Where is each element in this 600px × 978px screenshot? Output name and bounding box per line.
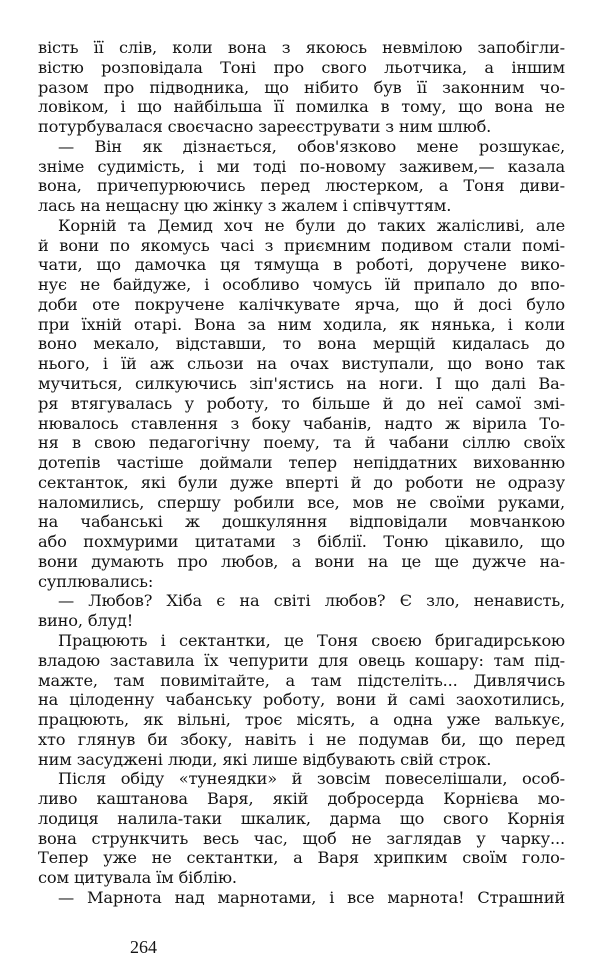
text-line: сом цитувала їм біблію.	[38, 868, 237, 888]
text-line: ним засуджені люди, які лише відбувають свій строк.	[38, 749, 492, 769]
text-line: владою заставила їх чепурити для овець кошару: там під-	[38, 650, 565, 670]
text-line: воно мекало, відставши, то вона мерщій кидалась до	[38, 334, 565, 354]
text-line: хто глянув би збоку, навіть і не подумав би, що перед	[38, 729, 565, 749]
text-line: лодиця налила-таки шкалик, дарма що свого Корнія	[38, 808, 565, 828]
text-line: або похмурими цитатами з біблії. Тоню цікавило, що	[38, 532, 565, 552]
text-line: сектанток, які були дуже вперті й до роботи не одразу	[38, 472, 565, 492]
text-line: — Марнота над марнотами, і все марнота! Страшний	[58, 887, 565, 907]
text-line: на чабанські ж дошкуляння відповідали мовчанкою	[38, 512, 565, 532]
paragraph	[38, 591, 565, 631]
text-line: ливо каштанова Варя, якій добросерда Корнієва мо-	[38, 789, 565, 809]
text-line: й вони по якомусь часі з приємним подивом стали помі-	[38, 235, 565, 255]
text-line: ря втягувалась у роботу, то більше й до неї самої змі-	[38, 393, 565, 413]
text-line: наломились, спершу робили все, мов не своїми руками,	[38, 492, 565, 512]
text-line: Корній та Демид хоч не були до таких жалісливі, але	[58, 215, 565, 235]
text-line: вість її слів, коли вона з якоюсь невмілою запобігли-	[38, 38, 565, 57]
text-line: працюють, як вільні, троє місять, а одна уже валькує,	[38, 710, 565, 730]
page-body-text	[38, 38, 565, 908]
page-number: 264	[130, 937, 157, 957]
text-line: нювалось ставлення з боку чабанів, надто ж вірила То-	[38, 413, 565, 433]
text-line: ловіком, і що найбільша її помилка в тому, що вона не	[38, 97, 565, 117]
text-line: мажте, там повимітайте, а там підстеліть... Дивлячись	[38, 670, 565, 690]
paragraph	[38, 631, 565, 769]
text-line: вона стрункчить весь час, щоб не заглядав у чарку...	[38, 828, 565, 848]
text-line: — Любов? Хіба є на світі любов? Є зло, ненависть,	[58, 591, 565, 611]
text-line: доби оте покручене калічкувате ярча, що й досі було	[38, 294, 565, 314]
text-line: на цілоденну чабанську роботу, вони й самі заохотились,	[38, 690, 565, 710]
text-line: — Він як дізнається, обов'язково мене розшукає,	[58, 136, 565, 156]
text-line: потурбувалася своєчасно зареєструвати з ним шлюб.	[38, 117, 492, 137]
text-line: дотепів частіше доймали тепер непіддатних вихованню	[38, 453, 565, 473]
paragraph	[38, 769, 565, 888]
text-line: Після обіду «тунеядки» й зовсім повеселішали, особ-	[58, 769, 565, 789]
text-line: зніме судимість, і ми тоді по-новому заживем,— казала	[38, 156, 565, 176]
paragraph	[38, 216, 565, 592]
text-line: нує не байдуже, і особливо чомусь їй припало до впо-	[38, 275, 565, 295]
text-line: разом про підводника, що нібито був її законним чо-	[38, 77, 565, 97]
paragraph	[38, 38, 565, 137]
text-line: нього, і їй аж сльози на очах виступали, що воно так	[38, 354, 565, 374]
text-line: чати, що дамочка ця тямуща в роботі, доручене вико-	[38, 255, 565, 275]
text-line: вино, блуд!	[38, 611, 134, 631]
text-line: Працюють і сектантки, це Тоня своєю бригадирською	[58, 630, 565, 650]
text-line: при їхній отарі. Вона за ним ходила, як нянька, і коли	[38, 314, 565, 334]
text-line: суплювались:	[38, 571, 154, 591]
paragraph	[38, 137, 565, 216]
text-line: Тепер уже не сектантки, а Варя хрипким своїм голо-	[38, 848, 565, 868]
text-line: мучиться, силкуючись зіп'ястись на ноги. І що далі Ва-	[38, 374, 565, 394]
text-line: вістю розповідала Тоні про свого льотчика, а іншим	[38, 57, 565, 77]
text-line: вони думають про любов, а вони на це ще дужче на-	[38, 551, 565, 571]
text-line: лась на нещасну цю жінку з жалем і співчуттям.	[38, 196, 452, 216]
text-line: ня в свою педагогічну поему, та й чабани сіллю своїх	[38, 433, 565, 453]
text-line: вона, причепурюючись перед люстерком, а Тоня диви-	[38, 176, 565, 196]
paragraph	[38, 888, 565, 908]
